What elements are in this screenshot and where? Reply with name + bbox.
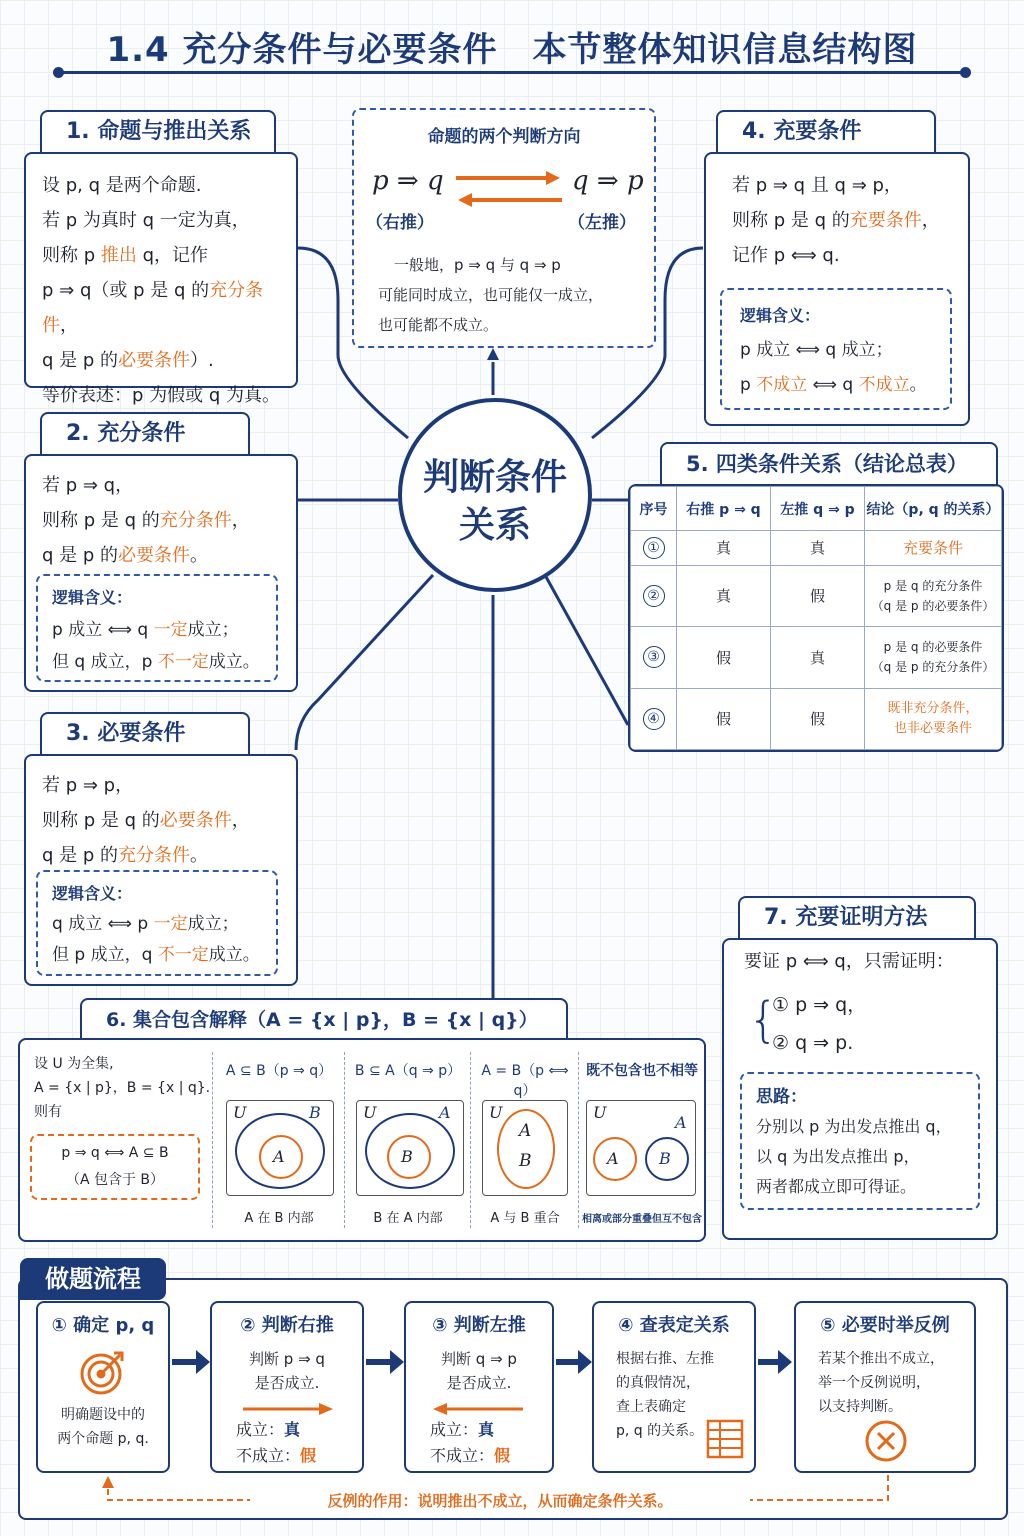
th-index: 序号 [631, 487, 677, 531]
sec4-g2e: 。 [909, 375, 927, 395]
sec2-g1b: 一定 [153, 620, 188, 640]
sec2-g2a: 但 q 成立，p [52, 652, 158, 672]
sec4-logic-title: 逻辑含义： [740, 306, 821, 325]
sec6-eq-1: p ⇒ q ⟺ A ⊆ B [61, 1145, 169, 1161]
sec3-g1c: 成立； [187, 914, 239, 934]
flow-step-3-head: ③ 判断左推 [432, 1315, 526, 1336]
right-push-label: （右推） [366, 213, 434, 233]
venn-u-label: U [489, 1103, 503, 1122]
venn-u-label: U [593, 1103, 607, 1122]
row-left: 真 [771, 627, 865, 689]
flow-step-4-body-1: 根据右推、左推 [616, 1351, 714, 1367]
row-no: ① [643, 537, 665, 559]
venn-b-label: B [659, 1149, 671, 1168]
th-right-push: 右推 p ⇒ q [677, 487, 771, 531]
sec7-step-1: ① p ⇒ q， [772, 994, 867, 1016]
sec1-l4b: 充分条件 [42, 280, 264, 336]
venn-b-label: B [309, 1103, 321, 1122]
row-c2: （q 是 p 的必要条件） [871, 598, 995, 613]
sec1-l4c: ， [60, 315, 78, 336]
venn-a-label: A [439, 1103, 451, 1122]
flow-step-1-head: ① 确定 p, q [51, 1315, 155, 1336]
sec7-idea-3: 两者都成立即可得证。 [756, 1177, 917, 1196]
sec3-g2a: 但 p 成立，q [52, 945, 158, 965]
flow-footer-note: 反例的作用：说明推出不成立，从而确定条件关系。 [250, 1490, 750, 1511]
directions-text-3: 也可能都不成立。 [378, 316, 499, 334]
venn-b-label: B [401, 1147, 413, 1166]
sec4-g2b: 不成立 [756, 375, 808, 395]
sec7-step-2: ② q ⇒ p. [772, 1032, 854, 1054]
sec2-tab: 2. 充分条件 [40, 412, 250, 456]
no-value: 假 [300, 1446, 317, 1465]
flow-title: 做题流程 [20, 1258, 166, 1300]
sec2-l2a: 则称 p 是 q 的 [42, 510, 160, 531]
th-conclusion: 结论（p, q 的关系） [865, 487, 1002, 531]
sec7-line-1: 要证 p ⟺ q，只需证明： [744, 951, 954, 972]
sec4-l2c: ， [921, 210, 940, 231]
sec2-l3a: q 是 p 的 [42, 545, 119, 566]
venn-a-label: A [607, 1149, 619, 1168]
directions-title: 命题的两个判断方向 [427, 127, 581, 147]
ok-label: 成立： [430, 1420, 479, 1439]
sec4-line-1: 若 p ⇒ q 且 q ⇒ p， [732, 175, 902, 196]
row-c1: p 是 q 的充分条件 [883, 578, 983, 593]
sec3-l2c: ， [231, 810, 250, 831]
sec6-intro-3: 则有 [34, 1104, 62, 1120]
venn-caption-4: 相离或部分重叠但互不包含 [582, 1214, 702, 1225]
row-c2: （q 是 p 的充分条件） [871, 660, 995, 675]
no-label: 不成立： [430, 1446, 495, 1465]
venn-caption-1: A 在 B 内部 [244, 1211, 314, 1226]
sec1-line-6: 等价表述：p 为假或 q 为真。 [42, 385, 281, 406]
sec7-idea-title: 思路： [756, 1087, 807, 1107]
venn-u-label: U [233, 1103, 247, 1122]
venn-head-3: A = B（p ⟺ q） [481, 1063, 569, 1099]
sec7-idea-1: 分别以 p 为出发点推出 q， [756, 1117, 952, 1136]
sec3-l3a: q 是 p 的 [42, 845, 119, 866]
sec3-l3c: 。 [190, 845, 209, 866]
flow-step-3-body-1: 判断 q ⇒ p [441, 1350, 517, 1368]
sec3-l2a: 则称 p 是 q 的 [42, 810, 160, 831]
venn-u-label: U [363, 1103, 377, 1122]
row-left: 假 [771, 565, 865, 627]
sec1-l3c: q，记作 [136, 245, 209, 266]
sec2-l2c: ， [231, 510, 250, 531]
sec1-line-1: 设 p, q 是两个命题. [42, 175, 202, 196]
brace-icon: { [748, 992, 779, 1048]
sec2-g2b: 不一定 [157, 652, 209, 672]
sec6-eq-2: （A 包含于 B） [65, 1172, 165, 1188]
row-right: 假 [677, 688, 771, 750]
sec1-line-2: 若 p 为真时 q 一定为真， [42, 210, 250, 231]
sec2-l3c: 。 [190, 545, 209, 566]
sec5-tab: 5. 四类条件关系（结论总表） [660, 442, 998, 486]
directions-text-2: 可能同时成立，也可能仅一成立， [378, 286, 604, 304]
expr-p-implies-q: p ⇒ q [372, 166, 444, 196]
flow-step-3-body-2: 是否成立. [446, 1374, 512, 1392]
venn-a-label: A [519, 1121, 532, 1141]
sec4-g2d: 不成立 [858, 375, 910, 395]
venn-b-label: B [519, 1151, 532, 1171]
sec3-tab: 3. 必要条件 [40, 712, 250, 756]
sec4-tab: 4. 充要条件 [716, 110, 936, 154]
flow-step-4-body-2: 的真假情况， [616, 1375, 700, 1391]
sec4-line-3: 记作 p ⟺ q. [732, 245, 840, 266]
row-c2: 也非必要条件 [893, 720, 972, 736]
sec1-l3b: 推出 [100, 245, 137, 266]
sec2-l2b: 充分条件 [159, 510, 232, 531]
flow-step-1-body-2: 两个命题 p, q. [57, 1431, 149, 1447]
sec4-logic-1: p 成立 ⟺ q 成立； [740, 340, 893, 360]
sec7-tab: 7. 充要证明方法 [738, 896, 976, 940]
sec3-g1a: q 成立 ⟺ p [52, 914, 154, 934]
sec2-g2c: 成立。 [208, 652, 260, 672]
flow-step-5-head: ⑤ 必要时举反例 [820, 1315, 950, 1336]
page-title: 1.4 充分条件与必要条件 本节整体知识信息结构图 [106, 30, 918, 70]
sec3-g1b: 一定 [153, 914, 188, 934]
row-c1: 充要条件 [902, 539, 963, 558]
flow-step-5-body-1: 若某个推出不成立， [818, 1351, 944, 1367]
row-no: ④ [643, 708, 665, 730]
row-left: 假 [771, 688, 865, 750]
sec1-l5b: 必要条件 [118, 350, 191, 371]
sec2-g1a: p 成立 ⟺ q [52, 620, 154, 640]
sec7-idea-2: 以 q 为出发点推出 p， [756, 1147, 920, 1166]
sec1-l4a: p ⇒ q（或 p 是 q 的 [42, 280, 210, 301]
sec6-intro-2: A = {x | p}，B = {x | q}. [34, 1080, 211, 1096]
venn-a-label: A [273, 1147, 285, 1166]
sec2-l3b: 必要条件 [118, 545, 191, 566]
row-c1: p 是 q 的必要条件 [883, 640, 983, 655]
sec3-l2b: 必要条件 [159, 810, 232, 831]
no-label: 不成立： [236, 1446, 301, 1465]
ok-value: 真 [478, 1420, 495, 1439]
row-right: 真 [677, 531, 771, 566]
sec6-tab: 6. 集合包含解释（A = {x | p}，B = {x | q}） [80, 998, 568, 1040]
sec3-logic-title: 逻辑含义： [52, 884, 133, 903]
no-value: 假 [494, 1446, 511, 1465]
flow-step-2-body-1: 判断 p ⇒ q [249, 1350, 325, 1368]
sec4-g2c: ⟺ q [807, 375, 859, 395]
venn-head-4: 既不包含也不相等 [586, 1063, 698, 1079]
flow-step-5-body-3: 以支持判断。 [818, 1399, 902, 1415]
venn-caption-2: B 在 A 内部 [373, 1211, 443, 1226]
sec2-g1c: 成立； [187, 620, 239, 640]
venn-head-2: B ⊆ A（q ⇒ p） [354, 1063, 462, 1079]
sec4-g2a: p [740, 375, 757, 395]
left-push-label: （左推） [568, 213, 636, 233]
sec2-line-1: 若 p ⇒ q， [42, 475, 134, 496]
th-left-push: 左推 q ⇒ p [771, 487, 865, 531]
row-right: 假 [677, 627, 771, 689]
flow-step-2-head: ② 判断右推 [240, 1315, 334, 1336]
flow-step-4-body-4: p, q 的关系。 [616, 1423, 704, 1439]
sec3-l3b: 充分条件 [118, 845, 191, 866]
row-left: 真 [771, 531, 865, 566]
flow-step-4-head: ④ 查表定关系 [618, 1315, 730, 1336]
sec2-logic-title: 逻辑含义： [52, 588, 133, 607]
row-no: ③ [643, 646, 665, 668]
sec3-g2b: 不一定 [157, 945, 209, 965]
sec1-l5c: ）. [190, 350, 214, 371]
sec1-l3a: 则称 p [42, 245, 101, 266]
sec6-intro-1: 设 U 为全集, [34, 1056, 114, 1072]
flow-step-1-body-1: 明确题设中的 [61, 1407, 145, 1423]
ok-label: 成立： [236, 1420, 285, 1439]
flow-step-2-body-2: 是否成立. [254, 1374, 320, 1392]
row-right: 真 [677, 565, 771, 627]
sec3-g2c: 成立。 [208, 945, 260, 965]
expr-q-implies-p: q ⇒ p [572, 166, 644, 196]
sec4-l2b: 充要条件 [849, 210, 922, 231]
center-line-1: 判断条件 [422, 457, 567, 498]
sec1-tab: 1. 命题与推出关系 [40, 110, 276, 154]
ok-value: 真 [284, 1420, 301, 1439]
row-no: ② [643, 585, 665, 607]
venn-a-top-label: A [675, 1113, 687, 1132]
directions-text-1: 一般地，p ⇒ q 与 q ⇒ p [394, 256, 561, 274]
center-line-2: 关系 [458, 505, 531, 546]
flow-step-5-body-2: 举一个反例说明， [818, 1375, 930, 1391]
sec1-l5a: q 是 p 的 [42, 350, 119, 371]
venn-head-1: A ⊆ B（p ⇒ q） [225, 1063, 333, 1079]
row-c1: 既非充分条件， [887, 700, 979, 716]
flow-step-4-body-3: 查上表确定 [616, 1399, 686, 1415]
sec3-line-1: 若 p ⇒ p， [42, 775, 134, 796]
sec4-l2a: 则称 p 是 q 的 [732, 210, 850, 231]
venn-caption-3: A 与 B 重合 [490, 1211, 560, 1226]
